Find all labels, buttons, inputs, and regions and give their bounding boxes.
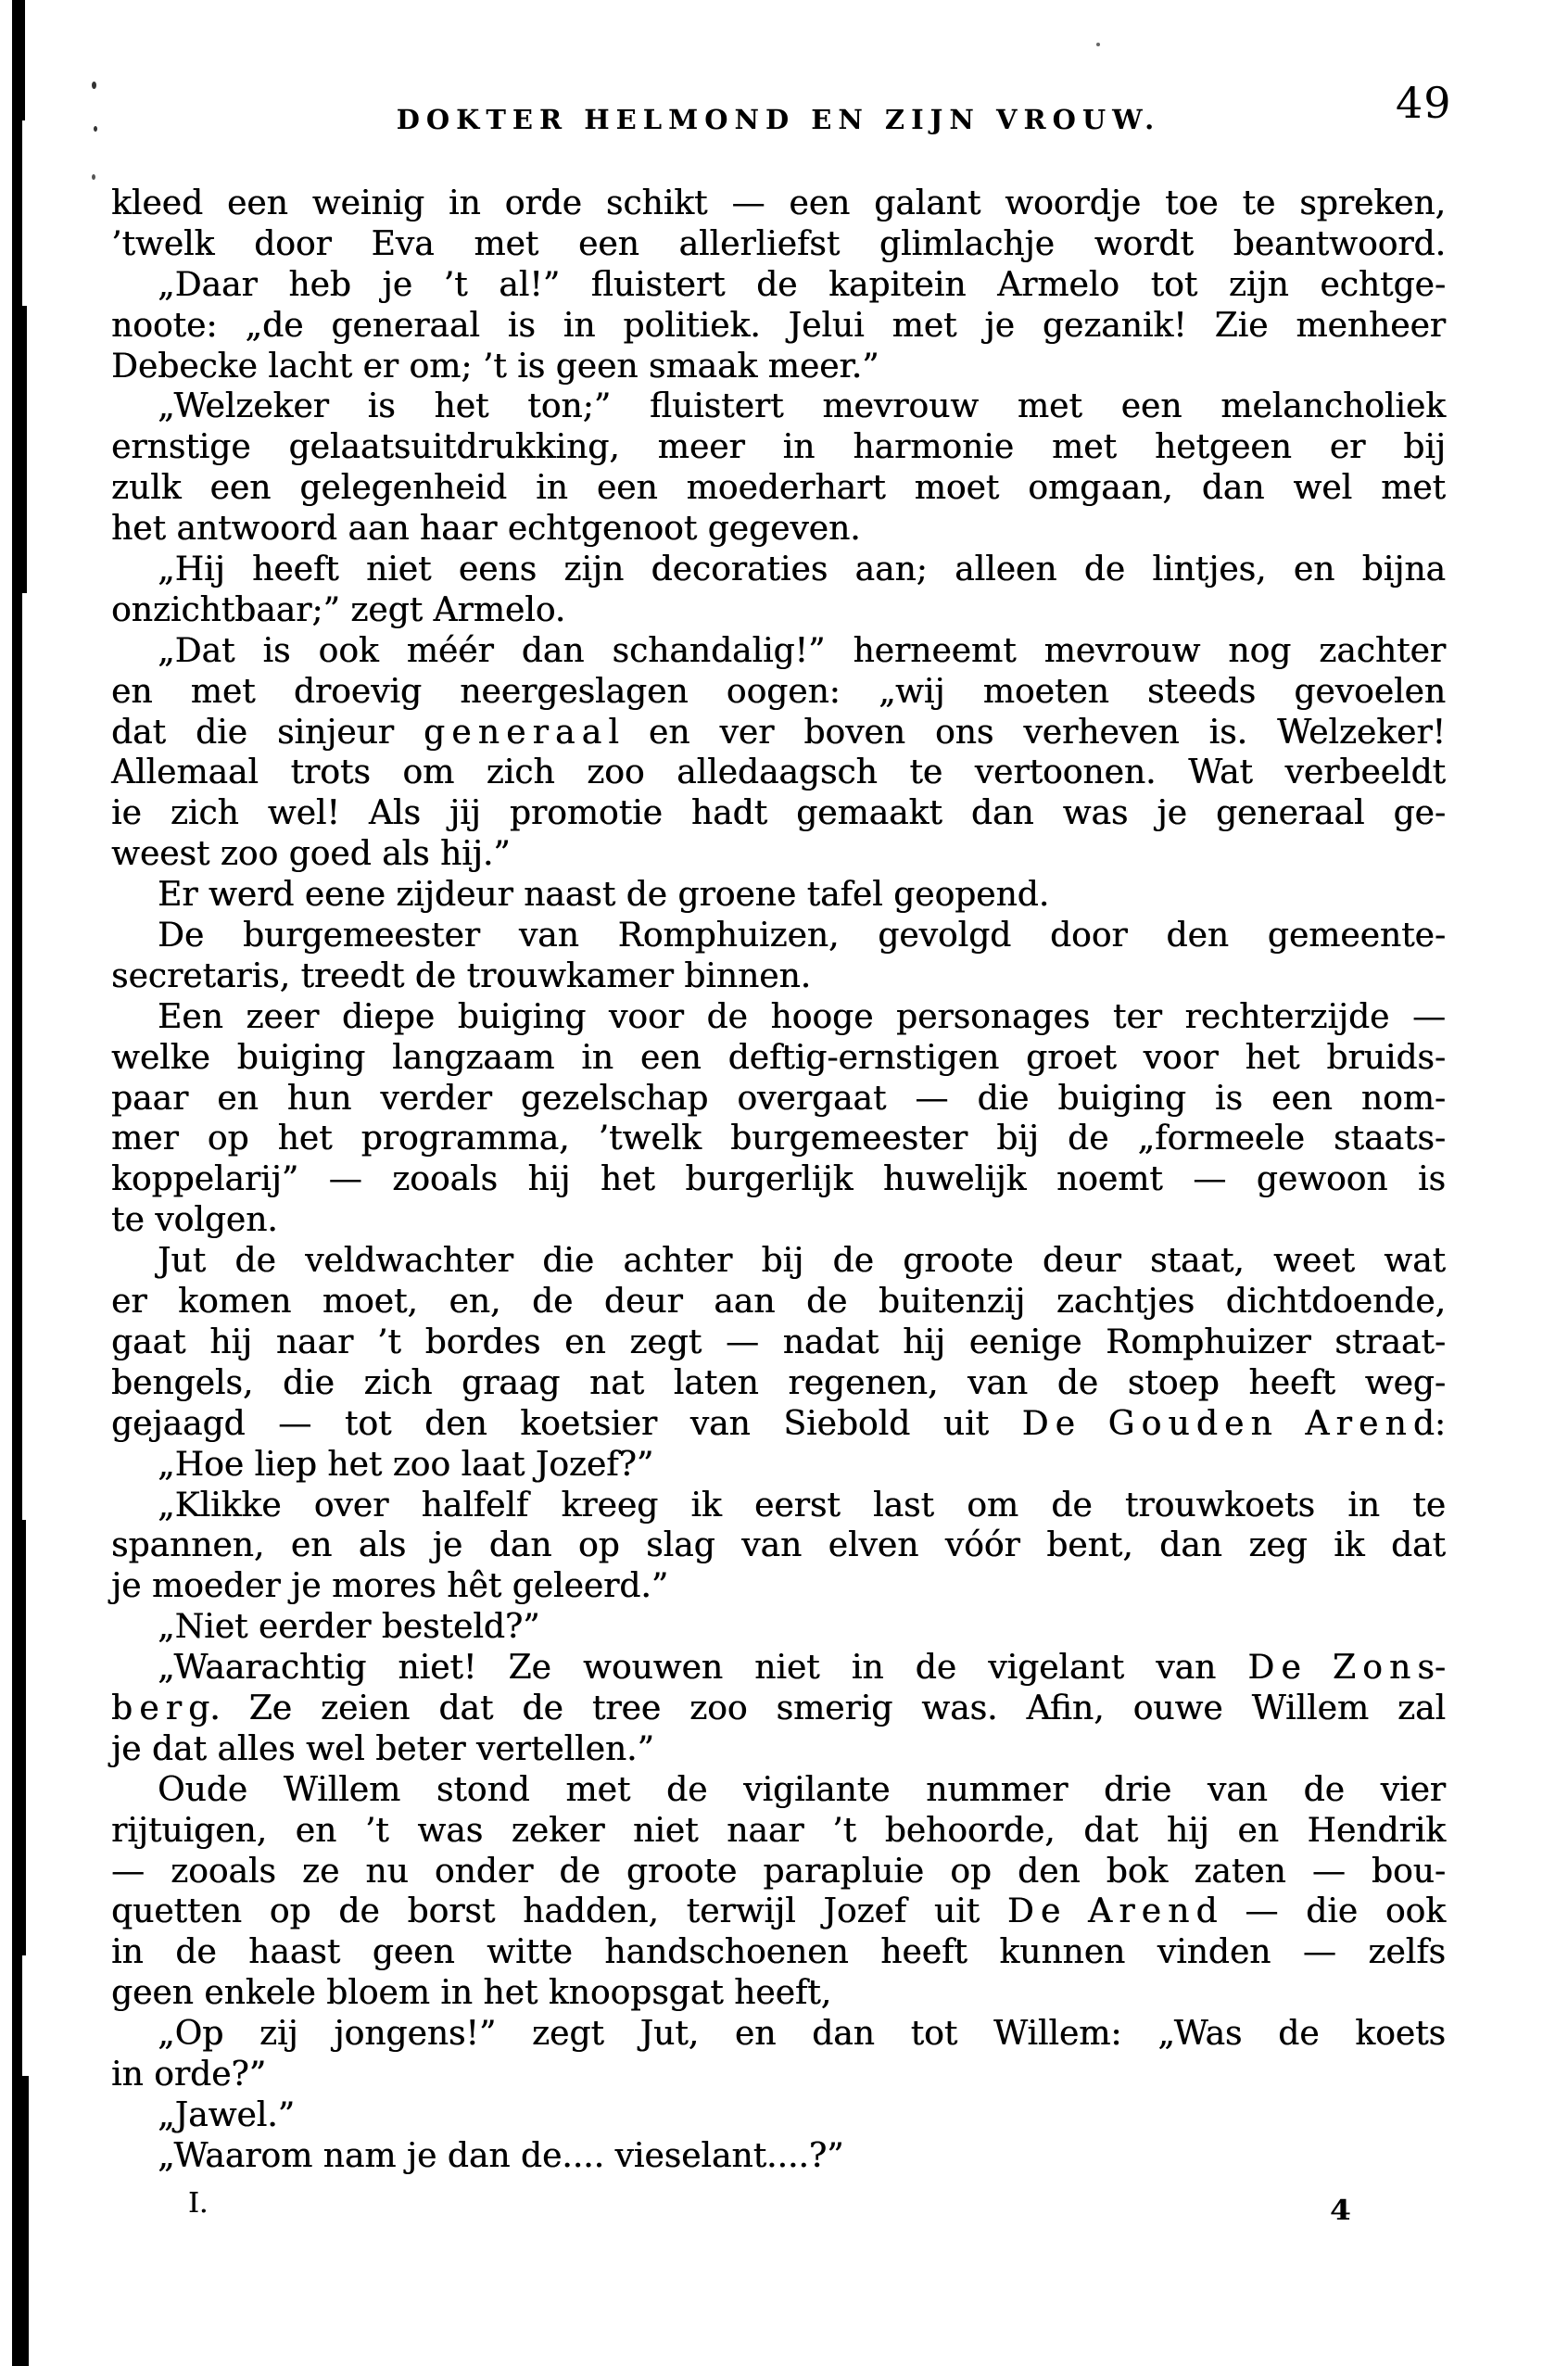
ink-speck	[1096, 43, 1100, 46]
text-line: „Klikke over halfelf kreeg ik eerst last om de trouwkoets in te	[158, 1486, 1446, 1525]
text-line: je moeder je mores hêt geleerd.”	[111, 1567, 669, 1606]
text-line: in orde?”	[111, 2055, 267, 2094]
text-line: paar en hun verder gezelschap overgaat — die buiging is een nom-	[111, 1079, 1446, 1118]
text-line: noote: „de generaal is in politiek. Jelui met je gezanik! Zie menheer	[111, 306, 1446, 345]
text-line: Een zeer diepe buiging voor de hooge personages ter rechterzijde —	[158, 997, 1446, 1036]
text-line: geen enkele bloem in het knoopsgat heeft,	[111, 1974, 832, 2013]
text-line: onzichtbaar;” zegt Armelo.	[111, 590, 566, 629]
text-line: „Hoe liep het zoo laat Jozef?”	[158, 1445, 654, 1484]
text-line: je dat alles wel beter vertellen.”	[111, 1729, 654, 1768]
text-line: mer op het programma, ’twelk burgemeester bij de „formeele staats-	[111, 1120, 1446, 1158]
text-line: te volgen.	[111, 1201, 278, 1240]
text-line: ernstige gelaatsuitdrukking, meer in harmonie met hetgeen er bij	[111, 428, 1446, 467]
text-line: quetten op de borst hadden, terwijl Jozef uit D e A r e n d — die ook	[111, 1892, 1446, 1931]
running-header-title: DOKTER HELMOND EN ZIJN VROUW.	[396, 104, 1161, 135]
text-line: kleed een weinig in orde schikt — een galant woordje toe te spreken,	[111, 184, 1446, 222]
text-line: De burgemeester van Romphuizen, gevolgd door den gemeente-	[158, 917, 1446, 955]
text-line: Debecke lacht er om; ’t is geen smaak meer.”	[111, 347, 879, 386]
text-line: Jut de veldwachter die achter bij de groote deur staat, weet wat	[158, 1242, 1446, 1281]
text-line: „Jawel.”	[158, 2095, 296, 2134]
text-line: koppelarij” — zooals hij het burgerlijk huwelijk noemt — gewoon is	[111, 1160, 1446, 1199]
text-line: gejaagd — tot den koetsier van Siebold uit D e G o u d e n A r e n d:	[111, 1404, 1446, 1443]
text-line: — zooals ze nu onder de groote parapluie op den bok zaten — bou-	[111, 1852, 1446, 1891]
scan-gutter-bar-segment	[12, 306, 27, 593]
ink-speck	[92, 174, 95, 180]
text-line: ’twelk door Eva met een allerliefst glimlachje wordt beantwoord.	[111, 224, 1446, 263]
text-line: Allemaal trots om zich zoo alledaagsch te vertoonen. Wat verbeeldt	[111, 753, 1446, 792]
text-line: „Niet eerder besteld?”	[158, 1608, 540, 1647]
text-line: „Waarom nam je dan de.... vieselant....?”	[158, 2136, 844, 2175]
text-line: in de haast geen witte handschoenen heeft kunnen vinden — zelfs	[111, 1933, 1446, 1972]
scan-gutter-bar-segment	[12, 1520, 26, 1955]
page-body-text	[111, 183, 1446, 2177]
text-line: Oude Willem stond met de vigilante nummer drie van de vier	[158, 1770, 1446, 1809]
text-line: weest zoo goed als hij.”	[111, 835, 511, 874]
text-line: er komen moet, en, de deur aan de buitenzij zachtjes dichtdoende,	[111, 1283, 1446, 1322]
text-line: „Waarachtig niet! Ze wouwen niet in de vigelant van D e Z o n s-	[158, 1649, 1446, 1688]
text-line: zulk een gelegenheid in een moederhart moet omgaan, dan wel met	[111, 469, 1446, 508]
text-line: „Daar heb je ’t al!” fluistert de kapitein Armelo tot zijn echtge-	[158, 265, 1446, 304]
text-line: Er werd eene zijdeur naast de groene tafel geopend.	[158, 876, 1050, 915]
text-line: spannen, en als je dan op slag van elven vóór bent, dan zeg ik dat	[111, 1526, 1446, 1565]
signature-mark: 4	[1329, 2195, 1351, 2227]
ink-speck	[92, 82, 96, 89]
text-line: rijtuigen, en ’t was zeker niet naar ’t behoorde, dat hij en Hendrik	[111, 1811, 1446, 1850]
text-line: dat die sinjeur g e n e r a a l en ver boven ons verheven is. Welzeker!	[111, 713, 1446, 752]
text-line: b e r g. Ze zeien dat de tree zoo smerig was. Afin, ouwe Willem zal	[111, 1689, 1446, 1727]
text-line: gaat hij naar ’t bordes en zegt — nadat hij eenige Romphuizer straat-	[111, 1322, 1446, 1361]
scan-gutter-bar-segment	[12, 0, 25, 120]
page-number: 49	[1396, 78, 1452, 128]
text-line: en met droevig neergeslagen oogen: „wij moeten steeds gevoelen	[111, 672, 1446, 711]
scan-gutter-bar-segment	[12, 2076, 29, 2366]
volume-mark: I.	[188, 2187, 209, 2220]
text-line: „Op zij jongens!” zegt Jut, en dan tot Willem: „Was de koets	[158, 2015, 1446, 2054]
text-line: ie zich wel! Als jij promotie hadt gemaakt dan was je generaal ge-	[111, 794, 1446, 833]
text-line: „Hij heeft niet eens zijn decoraties aan; alleen de lintjes, en bijna	[158, 550, 1446, 589]
text-line: het antwoord aan haar echtgenoot gegeven.	[111, 510, 861, 549]
text-line: secretaris, treedt de trouwkamer binnen.	[111, 956, 812, 995]
text-line: bengels, die zich graag nat laten regenen, van de stoep heeft weg-	[111, 1363, 1446, 1402]
text-line: welke buiging langzaam in een deftig-ernstigen groet voor het bruids-	[111, 1038, 1446, 1077]
text-line: „Dat is ook méér dan schandalig!” herneemt mevrouw nog zachter	[158, 631, 1446, 670]
ink-speck	[94, 126, 97, 132]
text-line: „Welzeker is het ton;” fluistert mevrouw met een melancholiek	[158, 387, 1446, 426]
